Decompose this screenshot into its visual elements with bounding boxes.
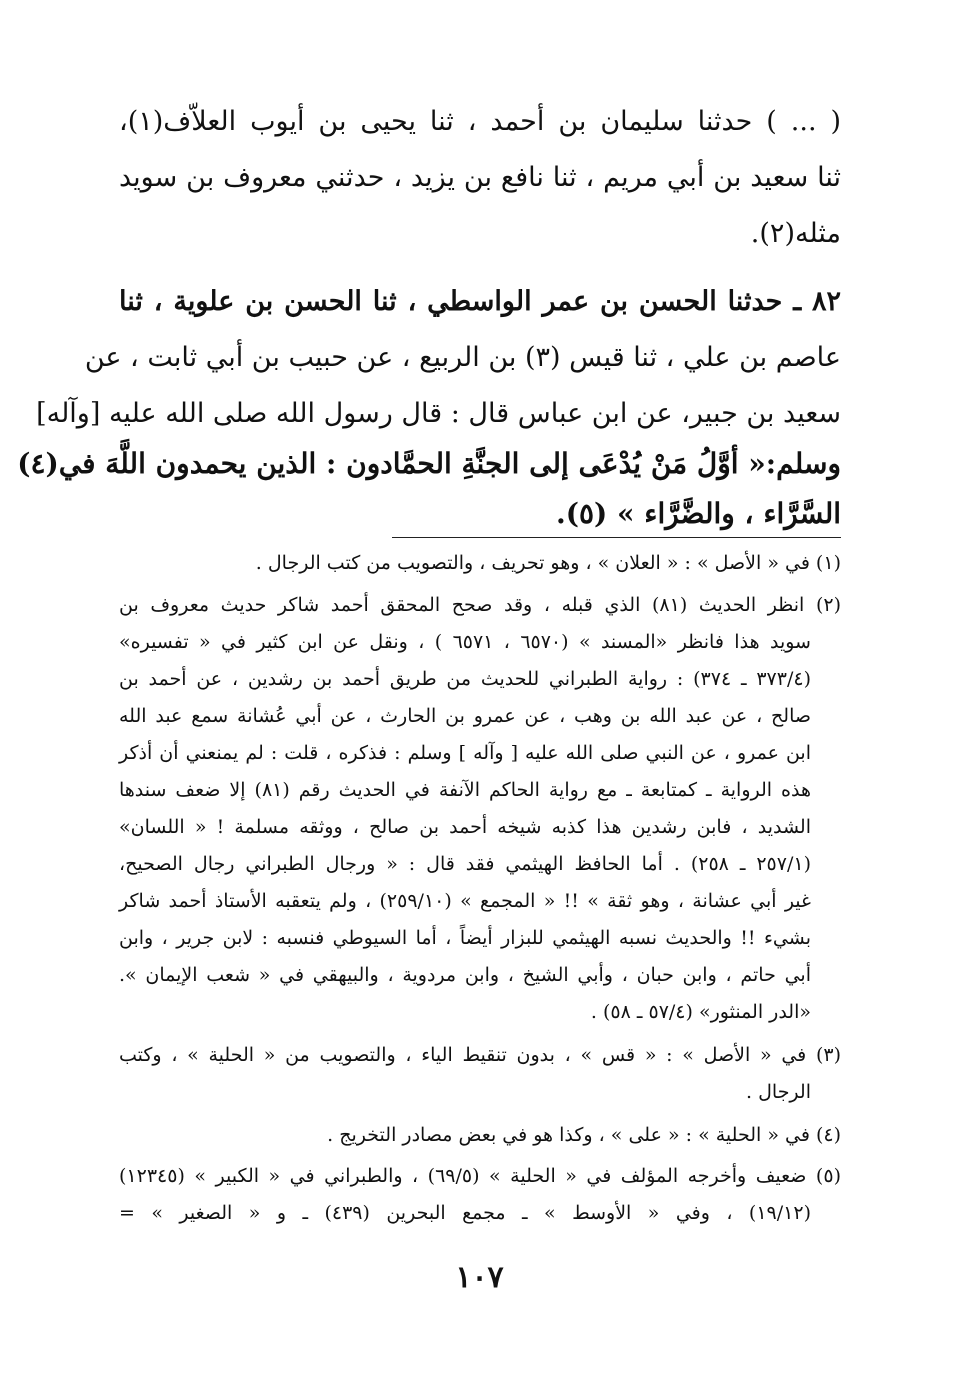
footnote-2-line: بشيء !! والحديث نسبه الهيثمي للبزار أيضاً ، أما السيوطي فنسبه : لابن جرير ، وابن — [119, 927, 811, 949]
footnote-2-line: «الدر المنثور» (٥٧/٤ ـ ٥٨) . — [590, 1001, 811, 1023]
hadith-82-line: عاصم بن علي ، ثنا قيس (٣) بن الربيع ، عن حبيب بن أبي ثابت ، عن — [84, 342, 841, 373]
paragraph-1-line: مثله(٢). — [750, 218, 841, 249]
footnote-4-line: (٤) في « الحلية » : « على » ، وكذا هو في بعض مصادر التخريج . — [327, 1124, 841, 1146]
footnote-separator — [392, 537, 841, 538]
footnote-5-line: (١٩/١٢) ، وفي « الأوسط » ـ مجمع البحرين (٤٣٩) ـ و « الصغير » = — [119, 1202, 811, 1224]
footnote-3-line: الرجال . — [746, 1081, 811, 1103]
footnote-2-line: سويد هذا فانظر «المسند » (٦٥٧٠ ، ٦٥٧١ ) ، ونقل عن ابن كثير في « تفسيره» — [119, 631, 811, 653]
footnote-2-line: (٢) انظر الحديث (٨١) الذي قبله ، وقد صحح المحقق أحمد شاكر حديث معروف بن — [119, 594, 841, 616]
footnote-1-line: (١) في « الأصل » : « العلان » ، وهو تحريف ، والتصويب من كتب الرجال . — [255, 552, 841, 574]
hadith-82-line: السَّرَّاء ، والضَّرَّاء » (٥). — [555, 497, 841, 530]
footnote-2-line: الشديد ، فابن رشدين هذا كذبه شيخه أحمد بن صالح ، ووثقه مسلمة ! « اللسان» — [119, 816, 811, 838]
hadith-82-line: سعيد بن جبير، عن ابن عباس قال : قال رسول الله صلى الله عليه [وآله] — [36, 398, 841, 429]
hadith-82-line: ٨٢ ـ حدثنا الحسن بن عمر الواسطي ، ثنا الحسن بن علوية ، ثنا — [119, 286, 841, 317]
footnote-2-line: ابن عمرو ، عن النبي صلى الله عليه [ وآله ] وسلم : فذكره ، قلت : لم يمنعني أن أذكر — [119, 742, 811, 764]
footnote-2-line: أبي حاتم ، وابن حبان ، وأبي الشيخ ، وابن مردوية ، والبيهقي في « شعب الإيمان ». — [119, 964, 811, 986]
page-number: ١٠٧ — [455, 1260, 504, 1295]
paragraph-1-line: ( ... ) حدثنا سليمان بن أحمد ، ثنا يحيى بن أيوب العلاّف(١)، — [119, 106, 841, 137]
footnote-2-line: (٢٥٧/١ ـ ٢٥٨) . أما الحافظ الهيثمي فقد قال : « ورجال الطبراني رجال الصحيح، — [119, 853, 811, 875]
footnote-5-line: (٥) ضعيف وأخرجه المؤلف في « الحلية » (٦٩/٥) ، والطبراني في « الكبير » (١٢٣٤٥) — [119, 1165, 841, 1187]
footnote-2-line: غير أبي عشانة ، وهو ثقة » !! « المجمع » (٢٥٩/١٠) ، ولم يتعقبه الأستاذ أحمد شاكر — [119, 890, 811, 912]
paragraph-1-line: ثنا سعيد بن أبي مريم ، ثنا نافع بن يزيد ، حدثني معروف بن سويد — [119, 162, 841, 193]
footnote-2-line: صالح ، عن عبد الله بن وهب ، عن عمرو بن الحارث ، عن أبي عُشانة سمع عبد الله — [119, 705, 811, 727]
footnote-2-line: (٣٧٣/٤ ـ ٣٧٤) : رواية الطبراني للحديث من طريق أحمد بن رشدين ، عن أحمد بن — [119, 668, 811, 690]
footnote-3-line: (٣) في « الأصل » : « قس » ، بدون تنقيط الياء ، والتصويب من « الحلية » ، وكتب — [119, 1044, 841, 1066]
hadith-82-line: وسلم:« أوَّلُ مَنْ يُدْعَى إلى الجنَّةِ الحمَّادون : الذين يحمدون اللَّهَ في(٤) — [17, 447, 841, 480]
footnote-2-line: هذه الرواية ـ كمتابعة ـ مع رواية الحاكم الآنفة في الحديث رقم (٨١) إلا ضعف سندها — [119, 779, 811, 801]
